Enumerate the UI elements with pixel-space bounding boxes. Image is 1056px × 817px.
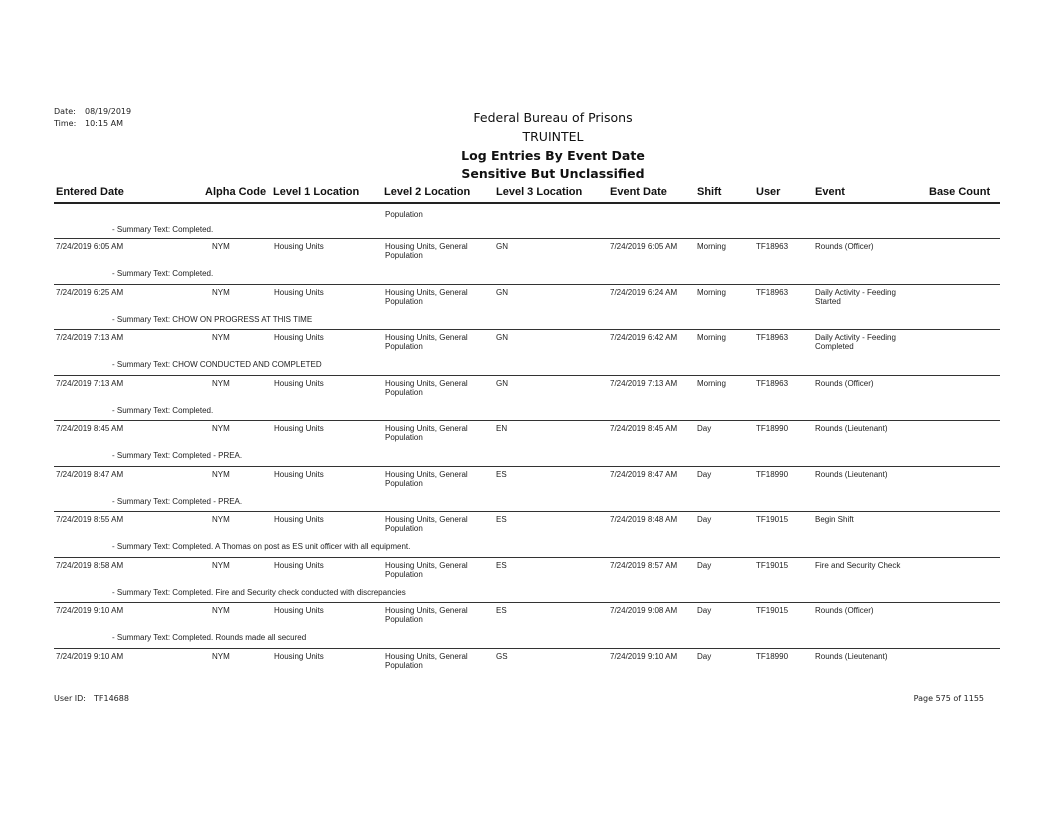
col-entered-date: Entered Date xyxy=(56,186,124,198)
level2-location-line2: Population xyxy=(385,388,423,397)
row-rule xyxy=(54,557,1000,558)
row-rule xyxy=(54,511,1000,512)
level2-location-line2: Population xyxy=(385,661,423,670)
shift: Morning xyxy=(697,333,726,342)
level2-location-line1: Housing Units, General xyxy=(385,288,468,297)
shift: Morning xyxy=(697,288,726,297)
level2-location-line1: Housing Units, General xyxy=(385,470,468,479)
col-level1-location: Level 1 Location xyxy=(273,186,360,198)
continuation-level2: Population xyxy=(385,210,423,219)
user-id: TF18963 xyxy=(756,333,789,342)
alpha-code: NYM xyxy=(212,333,230,342)
classification: Sensitive But Unclassified xyxy=(461,166,645,181)
date-value: 08/19/2019 xyxy=(85,107,132,116)
row-rule xyxy=(54,648,1000,649)
level2-location-line1: Housing Units, General xyxy=(385,561,468,570)
alpha-code: NYM xyxy=(212,606,230,615)
row-rule xyxy=(54,420,1000,421)
level1-location: Housing Units xyxy=(274,652,324,661)
level1-location: Housing Units xyxy=(274,561,324,570)
alpha-code: NYM xyxy=(212,470,230,479)
header-rule xyxy=(54,202,1000,204)
level2-location-line1: Housing Units, General xyxy=(385,242,468,251)
level2-location-line1: Housing Units, General xyxy=(385,652,468,661)
row-rule xyxy=(54,375,1000,376)
alpha-code: NYM xyxy=(212,379,230,388)
level3-location: GS xyxy=(496,652,508,661)
shift: Day xyxy=(697,561,712,570)
level1-location: Housing Units xyxy=(274,424,324,433)
event-line1: Daily Activity - Feeding xyxy=(815,333,896,342)
event-line1: Begin Shift xyxy=(815,515,854,524)
level2-location-line2: Population xyxy=(385,251,423,260)
shift: Day xyxy=(697,515,712,524)
col-event-date: Event Date xyxy=(610,186,667,198)
level3-location: GN xyxy=(496,242,508,251)
event-line2: Started xyxy=(815,297,841,306)
event-line1: Rounds (Lieutenant) xyxy=(815,424,888,433)
summary-text: - Summary Text: Completed. xyxy=(112,269,214,278)
date-label: Date: xyxy=(54,107,76,116)
event-date: 7/24/2019 9:10 AM xyxy=(610,652,678,661)
time-label: Time: xyxy=(54,119,77,128)
level3-location: GN xyxy=(496,379,508,388)
level3-location: ES xyxy=(496,561,507,570)
entered-date: 7/24/2019 7:13 AM xyxy=(56,379,124,388)
summary-text: - Summary Text: Completed - PREA. xyxy=(112,497,243,506)
level2-location-line2: Population xyxy=(385,524,423,533)
level2-location-line2: Population xyxy=(385,615,423,624)
level3-location: ES xyxy=(496,470,507,479)
level2-location-line1: Housing Units, General xyxy=(385,379,468,388)
level1-location: Housing Units xyxy=(274,333,324,342)
event-date: 7/24/2019 9:08 AM xyxy=(610,606,678,615)
summary-text: - Summary Text: Completed. xyxy=(112,406,214,415)
event-line1: Rounds (Lieutenant) xyxy=(815,470,888,479)
report-title: Log Entries By Event Date xyxy=(461,148,645,163)
level2-location-line2: Population xyxy=(385,433,423,442)
level3-location: EN xyxy=(496,424,508,433)
user-id: TF18963 xyxy=(756,242,789,251)
system-title: TRUINTEL xyxy=(522,129,584,144)
entered-date: 7/24/2019 8:55 AM xyxy=(56,515,124,524)
row-rule xyxy=(54,238,1000,239)
entered-date: 7/24/2019 6:25 AM xyxy=(56,288,124,297)
col-shift: Shift xyxy=(697,186,722,198)
user-id: TF18963 xyxy=(756,379,789,388)
user-id: TF19015 xyxy=(756,515,789,524)
time-value: 10:15 AM xyxy=(85,119,123,128)
shift: Morning xyxy=(697,242,726,251)
col-alpha-code: Alpha Code xyxy=(205,186,267,198)
col-user: User xyxy=(756,186,781,198)
alpha-code: NYM xyxy=(212,652,230,661)
level1-location: Housing Units xyxy=(274,242,324,251)
user-id: TF18990 xyxy=(756,652,789,661)
summary-text: - Summary Text: Completed. A Thomas on post as ES unit officer with all equipment. xyxy=(112,542,411,551)
user-id: TF18990 xyxy=(756,424,789,433)
entered-date: 7/24/2019 9:10 AM xyxy=(56,652,124,661)
page-number: Page 575 of 1155 xyxy=(913,694,984,703)
alpha-code: NYM xyxy=(212,242,230,251)
alpha-code: NYM xyxy=(212,561,230,570)
agency-title: Federal Bureau of Prisons xyxy=(473,110,633,125)
event-line1: Daily Activity - Feeding xyxy=(815,288,896,297)
row-rule xyxy=(54,466,1000,467)
shift: Day xyxy=(697,470,712,479)
col-base-count: Base Count xyxy=(929,186,991,198)
summary-text: - Summary Text: Completed. Fire and Security check conducted with discrepancies xyxy=(112,588,406,597)
event-date: 7/24/2019 8:47 AM xyxy=(610,470,678,479)
user-id: TF18990 xyxy=(756,470,789,479)
level2-location-line2: Population xyxy=(385,342,423,351)
summary-text: - Summary Text: Completed - PREA. xyxy=(112,451,243,460)
level3-location: GN xyxy=(496,333,508,342)
event-line1: Rounds (Officer) xyxy=(815,379,874,388)
level2-location-line2: Population xyxy=(385,570,423,579)
entered-date: 7/24/2019 6:05 AM xyxy=(56,242,124,251)
level3-location: ES xyxy=(496,606,507,615)
col-level3-location: Level 3 Location xyxy=(496,186,583,198)
event-date: 7/24/2019 6:05 AM xyxy=(610,242,678,251)
event-date: 7/24/2019 7:13 AM xyxy=(610,379,678,388)
footer-user-id-label: User ID: xyxy=(54,694,86,703)
continuation-summary: - Summary Text: Completed. xyxy=(112,225,214,234)
alpha-code: NYM xyxy=(212,424,230,433)
footer-user-id-value: TF14688 xyxy=(94,694,129,703)
level2-location-line1: Housing Units, General xyxy=(385,515,468,524)
event-line2: Completed xyxy=(815,342,854,351)
level1-location: Housing Units xyxy=(274,606,324,615)
user-id: TF18963 xyxy=(756,288,789,297)
event-date: 7/24/2019 8:48 AM xyxy=(610,515,678,524)
entered-date: 7/24/2019 8:47 AM xyxy=(56,470,124,479)
entered-date: 7/24/2019 9:10 AM xyxy=(56,606,124,615)
row-rule xyxy=(54,284,1000,285)
user-id: TF19015 xyxy=(756,561,789,570)
level2-location-line2: Population xyxy=(385,479,423,488)
summary-text: - Summary Text: CHOW ON PROGRESS AT THIS TIME xyxy=(112,315,313,324)
level3-location: GN xyxy=(496,288,508,297)
level2-location-line1: Housing Units, General xyxy=(385,606,468,615)
entered-date: 7/24/2019 8:58 AM xyxy=(56,561,124,570)
level2-location-line2: Population xyxy=(385,297,423,306)
shift: Day xyxy=(697,424,712,433)
event-line1: Rounds (Officer) xyxy=(815,606,874,615)
event-line1: Rounds (Officer) xyxy=(815,242,874,251)
level1-location: Housing Units xyxy=(274,288,324,297)
summary-text: - Summary Text: Completed. Rounds made all secured xyxy=(112,633,307,642)
event-line1: Rounds (Lieutenant) xyxy=(815,652,888,661)
col-level2-location: Level 2 Location xyxy=(384,186,471,198)
row-rule xyxy=(54,602,1000,603)
event-line1: Fire and Security Check xyxy=(815,561,901,570)
alpha-code: NYM xyxy=(212,288,230,297)
user-id: TF19015 xyxy=(756,606,789,615)
event-date: 7/24/2019 6:42 AM xyxy=(610,333,678,342)
level2-location-line1: Housing Units, General xyxy=(385,424,468,433)
row-rule xyxy=(54,329,1000,330)
shift: Day xyxy=(697,652,712,661)
shift: Day xyxy=(697,606,712,615)
level1-location: Housing Units xyxy=(274,379,324,388)
entered-date: 7/24/2019 8:45 AM xyxy=(56,424,124,433)
level1-location: Housing Units xyxy=(274,470,324,479)
level3-location: ES xyxy=(496,515,507,524)
event-date: 7/24/2019 8:45 AM xyxy=(610,424,678,433)
summary-text: - Summary Text: CHOW CONDUCTED AND COMPLETED xyxy=(112,360,322,369)
alpha-code: NYM xyxy=(212,515,230,524)
col-event: Event xyxy=(815,186,845,198)
level2-location-line1: Housing Units, General xyxy=(385,333,468,342)
level1-location: Housing Units xyxy=(274,515,324,524)
shift: Morning xyxy=(697,379,726,388)
entered-date: 7/24/2019 7:13 AM xyxy=(56,333,124,342)
event-date: 7/24/2019 8:57 AM xyxy=(610,561,678,570)
event-date: 7/24/2019 6:24 AM xyxy=(610,288,678,297)
